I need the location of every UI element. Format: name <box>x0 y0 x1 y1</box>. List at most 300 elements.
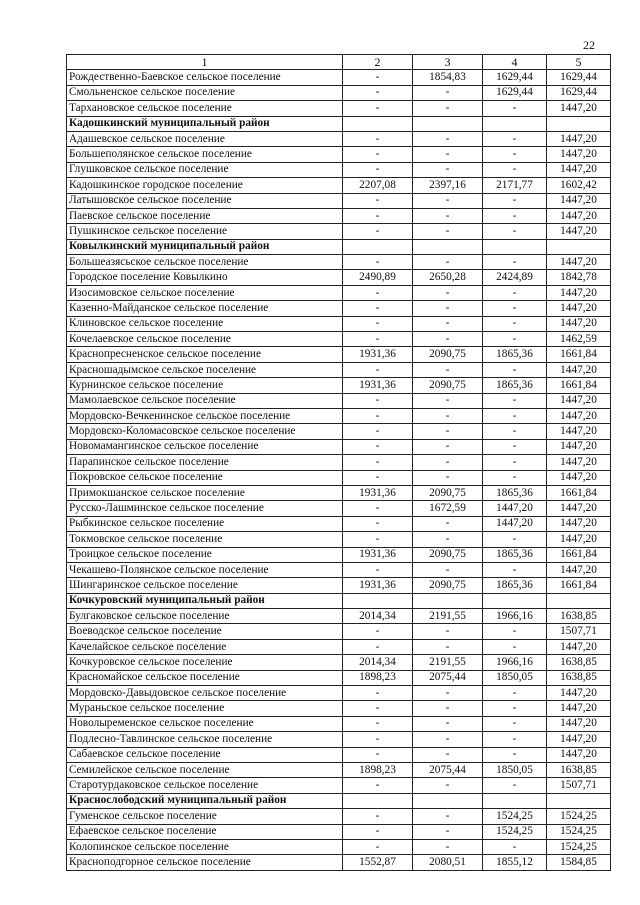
value-col-3: - <box>413 316 483 331</box>
value-col-5: 1447,20 <box>547 747 611 762</box>
value-col-4: - <box>483 701 547 716</box>
value-col-5: 1447,20 <box>547 639 611 654</box>
value-col-2: - <box>343 809 413 824</box>
empty-cell <box>413 793 483 808</box>
settlement-name: Красношадымское сельское поселение <box>67 362 343 377</box>
table-row <box>67 747 611 762</box>
table-row <box>67 301 611 316</box>
settlement-name: Красномайское сельское поселение <box>67 670 343 685</box>
value-col-2: - <box>343 393 413 408</box>
empty-cell <box>483 793 547 808</box>
value-col-3: - <box>413 809 483 824</box>
section-title: Кадошкинский муниципальный район <box>67 116 343 131</box>
value-col-4: - <box>483 193 547 208</box>
settlement-name: Мордовско-Вечкенинское сельское поселение <box>67 408 343 423</box>
value-col-5: 1447,20 <box>547 285 611 300</box>
value-col-3: - <box>413 147 483 162</box>
value-col-5: 1524,25 <box>547 809 611 824</box>
table-row <box>67 839 611 854</box>
settlement-name: Троицкое сельское поселение <box>67 547 343 562</box>
settlement-name: Колопинское сельское поселение <box>67 839 343 854</box>
value-col-4: 1865,36 <box>483 378 547 393</box>
value-col-5: 1507,71 <box>547 624 611 639</box>
table-row <box>67 532 611 547</box>
value-col-2: - <box>343 255 413 270</box>
value-col-5: 1447,20 <box>547 455 611 470</box>
table-row <box>67 178 611 193</box>
value-col-2: 1931,36 <box>343 547 413 562</box>
table-row <box>67 408 611 423</box>
value-col-2: - <box>343 208 413 223</box>
value-col-5: 1447,20 <box>547 424 611 439</box>
settlement-name: Изосимовское сельское поселение <box>67 285 343 300</box>
value-col-4: - <box>483 101 547 116</box>
value-col-3: - <box>413 532 483 547</box>
settlement-name: Клиновское сельское поселение <box>67 316 343 331</box>
section-row <box>67 593 611 608</box>
table-row <box>67 362 611 377</box>
value-col-3: - <box>413 747 483 762</box>
value-col-2: - <box>343 193 413 208</box>
value-col-4: - <box>483 562 547 577</box>
value-col-4: 1629,44 <box>483 85 547 100</box>
value-col-5: 1661,84 <box>547 547 611 562</box>
settlement-name: Примокшанское сельское поселение <box>67 485 343 500</box>
value-col-4: 1865,36 <box>483 485 547 500</box>
empty-cell <box>547 116 611 131</box>
table-row <box>67 716 611 731</box>
value-col-2: - <box>343 686 413 701</box>
value-col-3: - <box>413 701 483 716</box>
table-row <box>67 624 611 639</box>
page-number: 22 <box>583 38 595 52</box>
value-col-4: - <box>483 131 547 146</box>
value-col-5: 1447,20 <box>547 501 611 516</box>
settlement-name: Глушковское сельское поселение <box>67 162 343 177</box>
table-row <box>67 485 611 500</box>
value-col-3: 1672,59 <box>413 501 483 516</box>
value-col-4: 1865,36 <box>483 547 547 562</box>
value-col-3: - <box>413 686 483 701</box>
value-col-2: - <box>343 285 413 300</box>
table-row <box>67 378 611 393</box>
value-col-4: 1865,36 <box>483 578 547 593</box>
value-col-5: 1584,85 <box>547 855 611 870</box>
value-col-5: 1661,84 <box>547 578 611 593</box>
table-row <box>67 639 611 654</box>
value-col-2: - <box>343 455 413 470</box>
value-col-4: - <box>483 624 547 639</box>
value-col-4: - <box>483 778 547 793</box>
value-col-2: - <box>343 716 413 731</box>
table-row <box>67 70 611 85</box>
value-col-4: - <box>483 470 547 485</box>
value-col-3: - <box>413 362 483 377</box>
value-col-2: - <box>343 839 413 854</box>
section-row <box>67 239 611 254</box>
value-col-3: - <box>413 101 483 116</box>
value-col-3: 2080,51 <box>413 855 483 870</box>
settlement-name: Большеазясьское сельское поселение <box>67 255 343 270</box>
settlement-name: Латышовское сельское поселение <box>67 193 343 208</box>
value-col-4: 1447,20 <box>483 501 547 516</box>
value-col-3: - <box>413 839 483 854</box>
table-row <box>67 701 611 716</box>
value-col-3: - <box>413 716 483 731</box>
value-col-4: 1629,44 <box>483 70 547 85</box>
value-col-4: - <box>483 332 547 347</box>
empty-cell <box>343 593 413 608</box>
value-col-3: 2090,75 <box>413 547 483 562</box>
settlement-name: Адашевское сельское поселение <box>67 131 343 146</box>
value-col-3: 2397,16 <box>413 178 483 193</box>
table-row <box>67 516 611 531</box>
empty-cell <box>343 116 413 131</box>
value-col-5: 1447,20 <box>547 516 611 531</box>
value-col-4: - <box>483 255 547 270</box>
value-col-2: - <box>343 101 413 116</box>
value-col-5: 1638,85 <box>547 762 611 777</box>
settlement-name: Рождественно-Баевское сельское поселение <box>67 70 343 85</box>
empty-cell <box>413 239 483 254</box>
table-row <box>67 855 611 870</box>
value-col-3: - <box>413 285 483 300</box>
value-col-5: 1638,85 <box>547 609 611 624</box>
table-row <box>67 655 611 670</box>
value-col-2: 1552,87 <box>343 855 413 870</box>
value-col-2: - <box>343 224 413 239</box>
value-col-5: 1447,20 <box>547 562 611 577</box>
value-col-5: 1447,20 <box>547 470 611 485</box>
settlement-name: Ефаевское сельское поселение <box>67 824 343 839</box>
value-col-4: - <box>483 301 547 316</box>
settlement-name: Булгаковское сельское поселение <box>67 609 343 624</box>
value-col-5: 1447,20 <box>547 255 611 270</box>
section-title: Краснослободский муниципальный район <box>67 793 343 808</box>
settlement-name: Новолыременское сельское поселение <box>67 716 343 731</box>
settlement-name: Чекашево-Полянское сельское поселение <box>67 562 343 577</box>
settlement-name: Мураньское сельское поселение <box>67 701 343 716</box>
value-col-3: - <box>413 193 483 208</box>
value-col-5: 1447,20 <box>547 716 611 731</box>
value-col-3: 2075,44 <box>413 762 483 777</box>
settlement-name: Мордовско-Давыдовское сельское поселение <box>67 686 343 701</box>
table-row <box>67 562 611 577</box>
settlement-name: Кочелаевское сельское поселение <box>67 332 343 347</box>
value-col-4: - <box>483 839 547 854</box>
settlement-name: Курнинское сельское поселение <box>67 378 343 393</box>
value-col-5: 1447,20 <box>547 362 611 377</box>
table-row <box>67 578 611 593</box>
value-col-5: 1447,20 <box>547 732 611 747</box>
value-col-5: 1447,20 <box>547 208 611 223</box>
settlement-name: Тархановское сельское поселение <box>67 101 343 116</box>
value-col-4: - <box>483 393 547 408</box>
value-col-3: - <box>413 85 483 100</box>
table-row <box>67 809 611 824</box>
empty-cell <box>483 116 547 131</box>
table-row <box>67 393 611 408</box>
table-row <box>67 609 611 624</box>
value-col-3: - <box>413 208 483 223</box>
settlement-name: Паевское сельское поселение <box>67 208 343 223</box>
value-col-2: 2014,34 <box>343 609 413 624</box>
value-col-4: - <box>483 424 547 439</box>
value-col-5: 1629,44 <box>547 85 611 100</box>
value-col-3: 1854,83 <box>413 70 483 85</box>
value-col-2: - <box>343 301 413 316</box>
table-row <box>67 270 611 285</box>
value-col-3: - <box>413 624 483 639</box>
settlement-name: Семилейское сельское поселение <box>67 762 343 777</box>
value-col-3: - <box>413 516 483 531</box>
value-col-3: - <box>413 224 483 239</box>
table-row <box>67 670 611 685</box>
value-col-4: 1855,12 <box>483 855 547 870</box>
value-col-3: - <box>413 301 483 316</box>
value-col-3: - <box>413 824 483 839</box>
value-col-3: - <box>413 639 483 654</box>
settlement-name: Смольненское сельское поселение <box>67 85 343 100</box>
table-row <box>67 162 611 177</box>
value-col-4: 1865,36 <box>483 347 547 362</box>
value-col-2: - <box>343 778 413 793</box>
value-col-3: - <box>413 778 483 793</box>
value-col-3: - <box>413 393 483 408</box>
value-col-3: - <box>413 332 483 347</box>
value-col-2: - <box>343 362 413 377</box>
empty-cell <box>343 793 413 808</box>
value-col-5: 1524,25 <box>547 839 611 854</box>
value-col-2: - <box>343 408 413 423</box>
value-col-4: - <box>483 224 547 239</box>
value-col-4: 2424,89 <box>483 270 547 285</box>
value-col-5: 1661,84 <box>547 485 611 500</box>
settlement-name: Покровское сельское поселение <box>67 470 343 485</box>
value-col-4: 1524,25 <box>483 824 547 839</box>
table-row <box>67 85 611 100</box>
settlement-name: Качелайское сельское поселение <box>67 639 343 654</box>
value-col-5: 1447,20 <box>547 408 611 423</box>
table-row <box>67 147 611 162</box>
value-col-2: - <box>343 732 413 747</box>
value-col-5: 1447,20 <box>547 316 611 331</box>
value-col-2: - <box>343 639 413 654</box>
value-col-4: - <box>483 732 547 747</box>
settlement-name: Казенно-Майданское сельское поселение <box>67 301 343 316</box>
value-col-4: 1524,25 <box>483 809 547 824</box>
value-col-2: - <box>343 470 413 485</box>
value-col-4: - <box>483 455 547 470</box>
value-col-5: 1524,25 <box>547 824 611 839</box>
value-col-5: 1447,20 <box>547 301 611 316</box>
value-col-4: - <box>483 639 547 654</box>
value-col-5: 1602,42 <box>547 178 611 193</box>
value-col-5: 1447,20 <box>547 162 611 177</box>
empty-cell <box>483 239 547 254</box>
value-col-3: - <box>413 455 483 470</box>
table-row <box>67 347 611 362</box>
empty-cell <box>547 593 611 608</box>
value-col-5: 1661,84 <box>547 347 611 362</box>
value-col-2: - <box>343 562 413 577</box>
value-col-2: - <box>343 824 413 839</box>
value-col-2: 1898,23 <box>343 670 413 685</box>
value-col-2: 1898,23 <box>343 762 413 777</box>
value-col-5: 1447,20 <box>547 147 611 162</box>
value-col-4: - <box>483 316 547 331</box>
value-col-2: - <box>343 85 413 100</box>
value-col-4: 1447,20 <box>483 516 547 531</box>
settlement-name: Парапинское сельское поселение <box>67 455 343 470</box>
value-col-4: - <box>483 208 547 223</box>
section-row <box>67 793 611 808</box>
empty-cell <box>547 793 611 808</box>
value-col-4: - <box>483 716 547 731</box>
empty-cell <box>343 239 413 254</box>
value-col-3: - <box>413 131 483 146</box>
value-col-5: 1447,20 <box>547 224 611 239</box>
value-col-3: - <box>413 470 483 485</box>
value-col-2: - <box>343 532 413 547</box>
value-col-4: - <box>483 162 547 177</box>
table-row <box>67 131 611 146</box>
value-col-2: - <box>343 439 413 454</box>
value-col-4: 2171,77 <box>483 178 547 193</box>
value-col-3: - <box>413 424 483 439</box>
tariff-table <box>66 54 611 871</box>
value-col-3: 2090,75 <box>413 578 483 593</box>
value-col-4: 1966,16 <box>483 609 547 624</box>
settlement-name: Краснопресненское сельское поселение <box>67 347 343 362</box>
value-col-3: 2090,75 <box>413 347 483 362</box>
empty-cell <box>547 239 611 254</box>
value-col-2: - <box>343 424 413 439</box>
value-col-2: - <box>343 516 413 531</box>
settlement-name: Подлесно-Тавлинское сельское поселение <box>67 732 343 747</box>
column-header-3: 3 <box>413 55 483 70</box>
value-col-4: 1850,05 <box>483 762 547 777</box>
settlement-name: Русско-Лашминское сельское поселение <box>67 501 343 516</box>
settlement-name: Новомамангинское сельское поселение <box>67 439 343 454</box>
value-col-4: - <box>483 686 547 701</box>
settlement-name: Городское поселение Ковылкино <box>67 270 343 285</box>
table-row <box>67 316 611 331</box>
table-row <box>67 686 611 701</box>
value-col-3: 2090,75 <box>413 485 483 500</box>
value-col-4: 1966,16 <box>483 655 547 670</box>
value-col-2: - <box>343 316 413 331</box>
value-col-5: 1447,20 <box>547 439 611 454</box>
value-col-2: 1931,36 <box>343 485 413 500</box>
value-col-5: 1638,85 <box>547 655 611 670</box>
value-col-5: 1629,44 <box>547 70 611 85</box>
settlement-name: Сабаевское сельское поселение <box>67 747 343 762</box>
empty-cell <box>483 593 547 608</box>
table-row <box>67 732 611 747</box>
table-row <box>67 762 611 777</box>
value-col-2: - <box>343 162 413 177</box>
value-col-3: - <box>413 162 483 177</box>
value-col-2: - <box>343 332 413 347</box>
table-row <box>67 332 611 347</box>
value-col-2: - <box>343 624 413 639</box>
value-col-5: 1462,59 <box>547 332 611 347</box>
section-row <box>67 116 611 131</box>
settlement-name: Кочкуровское сельское поселение <box>67 655 343 670</box>
value-col-2: - <box>343 147 413 162</box>
value-col-2: - <box>343 501 413 516</box>
empty-cell <box>413 593 483 608</box>
column-header-4: 4 <box>483 55 547 70</box>
value-col-4: 1850,05 <box>483 670 547 685</box>
value-col-2: 1931,36 <box>343 378 413 393</box>
value-col-3: 2191,55 <box>413 655 483 670</box>
value-col-3: 2191,55 <box>413 609 483 624</box>
value-col-5: 1638,85 <box>547 670 611 685</box>
table-row <box>67 224 611 239</box>
settlement-name: Шингаринское сельское поселение <box>67 578 343 593</box>
value-col-2: 2490,89 <box>343 270 413 285</box>
column-header-5: 5 <box>547 55 611 70</box>
value-col-2: - <box>343 747 413 762</box>
value-col-3: - <box>413 255 483 270</box>
value-col-2: 1931,36 <box>343 347 413 362</box>
value-col-3: - <box>413 439 483 454</box>
value-col-5: 1447,20 <box>547 532 611 547</box>
section-title: Ковылкинский муниципальный район <box>67 239 343 254</box>
settlement-name: Гуменское сельское поселение <box>67 809 343 824</box>
settlement-name: Большеполянское сельское поселение <box>67 147 343 162</box>
settlement-name: Пушкинское сельское поселение <box>67 224 343 239</box>
value-col-3: 2090,75 <box>413 378 483 393</box>
value-col-2: 2014,34 <box>343 655 413 670</box>
table-row <box>67 255 611 270</box>
table-row <box>67 424 611 439</box>
value-col-5: 1447,20 <box>547 101 611 116</box>
column-header-1: 1 <box>67 55 343 70</box>
value-col-3: 2650,28 <box>413 270 483 285</box>
settlement-name: Кадошкинское городское поселение <box>67 178 343 193</box>
value-col-5: 1842,78 <box>547 270 611 285</box>
settlement-name: Воеводское сельское поселение <box>67 624 343 639</box>
value-col-5: 1661,84 <box>547 378 611 393</box>
value-col-4: - <box>483 147 547 162</box>
header-row <box>67 55 611 70</box>
value-col-3: 2075,44 <box>413 670 483 685</box>
column-header-2: 2 <box>343 55 413 70</box>
table-body <box>67 55 611 871</box>
section-title: Кочкуровский муниципальный район <box>67 593 343 608</box>
table-row <box>67 439 611 454</box>
value-col-5: 1447,20 <box>547 701 611 716</box>
value-col-2: - <box>343 131 413 146</box>
value-col-5: 1447,20 <box>547 193 611 208</box>
value-col-5: 1447,20 <box>547 686 611 701</box>
empty-cell <box>413 116 483 131</box>
value-col-2: - <box>343 701 413 716</box>
table-row <box>67 101 611 116</box>
table-row <box>67 193 611 208</box>
value-col-5: 1447,20 <box>547 131 611 146</box>
settlement-name: Красноподгорное сельское поселение <box>67 855 343 870</box>
table-row <box>67 208 611 223</box>
table-row <box>67 455 611 470</box>
value-col-2: 2207,08 <box>343 178 413 193</box>
value-col-4: - <box>483 408 547 423</box>
value-col-2: 1931,36 <box>343 578 413 593</box>
table-row <box>67 778 611 793</box>
